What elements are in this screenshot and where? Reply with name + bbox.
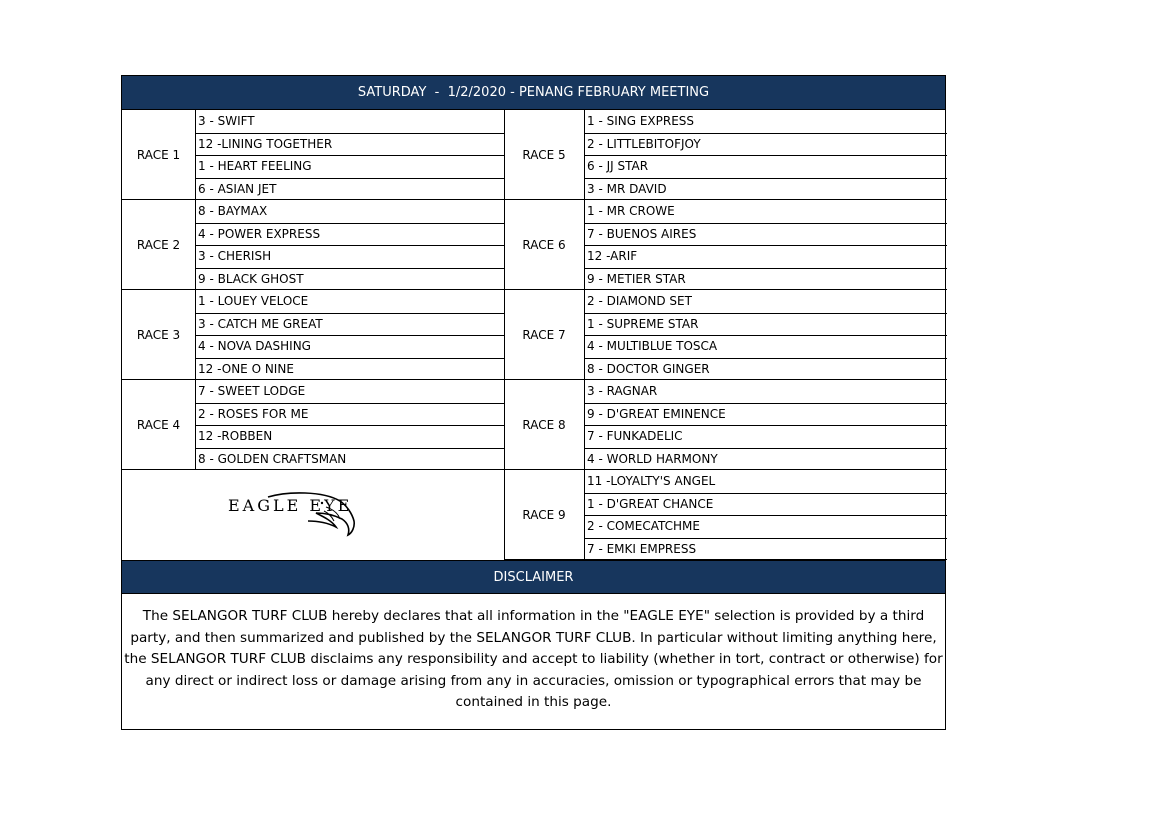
race-label: RACE 5	[522, 148, 566, 162]
eagle-head-icon	[228, 491, 398, 539]
horse-entry: 8 - GOLDEN CRAFTSMAN	[198, 451, 347, 466]
grid-line	[584, 358, 947, 359]
grid-line	[584, 335, 947, 336]
horse-entry: 12 -ONE O NINE	[198, 361, 294, 376]
horse-entry: 2 - LITTLEBITOFJOY	[587, 136, 701, 151]
grid-line	[195, 448, 504, 449]
grid-line	[584, 538, 947, 539]
horse-entry: 12 -ARIF	[587, 249, 638, 264]
horse-entry: 8 - BAYMAX	[198, 204, 268, 219]
race-label: RACE 4	[136, 418, 181, 432]
grid-line	[195, 425, 504, 426]
horse-entry: 7 - EMKI EMPRESS	[587, 541, 697, 556]
grid-line	[584, 425, 947, 426]
grid-line	[195, 245, 504, 246]
horse-entry: 2 - DIAMOND SET	[587, 294, 692, 309]
grid-line	[584, 245, 947, 246]
grid-line	[584, 493, 947, 494]
horse-entry: 3 - SWIFT	[198, 114, 255, 129]
racing-selection-sheet	[121, 75, 946, 730]
grid-line	[584, 178, 947, 179]
svg-text:EAGLE EYE: EAGLE EYE	[228, 496, 353, 515]
grid-line	[195, 268, 504, 269]
grid-line	[195, 223, 504, 224]
grid-line	[584, 515, 947, 516]
grid-line	[584, 313, 947, 314]
race-label: RACE 6	[522, 238, 566, 252]
horse-entry: 12 -LINING TOGETHER	[198, 136, 333, 151]
horse-entry: 4 - WORLD HARMONY	[587, 451, 718, 466]
horse-entry: 9 - BLACK GHOST	[198, 271, 304, 286]
race-label: RACE 2	[136, 238, 181, 252]
horse-entry: 11 -LOYALTY'S ANGEL	[587, 474, 716, 489]
horse-entry: 7 - BUENOS AIRES	[587, 226, 697, 241]
horse-entry: 7 - FUNKADELIC	[587, 429, 683, 444]
race-label: RACE 7	[522, 328, 566, 342]
horse-entry: 1 - SUPREME STAR	[587, 316, 699, 331]
grid-line	[195, 358, 504, 359]
race-label: RACE 3	[136, 328, 181, 342]
grid-line	[584, 155, 947, 156]
horse-entry: 4 - NOVA DASHING	[198, 339, 311, 354]
meeting-title: SATURDAY - 1/2/2020 - PENANG FEBRUARY MEETING	[122, 76, 945, 110]
horse-entry: 4 - POWER EXPRESS	[198, 226, 321, 241]
grid-line	[195, 178, 504, 179]
horse-entry: 9 - METIER STAR	[587, 271, 686, 286]
horse-entry: 1 - MR CROWE	[587, 204, 675, 219]
grid-line	[584, 403, 947, 404]
grid-line	[195, 133, 504, 134]
disclaimer-text: The SELANGOR TURF CLUB hereby declares that all information in the "EAGLE EYE" selection is provided by a third party, and then summarized and published by the SELANGOR TURF CLUB. In particular without limiting anything here, the SELANGOR TURF CLUB disclaims any responsibility and accept to liability (whether in tort, contract or otherwise) for any direct or indirect loss or damage arising from any in accuracies, omission or typographical errors that may be contained in this page.	[124, 608, 943, 711]
horse-entry: 9 - D'GREAT EMINENCE	[587, 406, 726, 421]
race-label: RACE 9	[522, 508, 566, 522]
grid-line	[584, 448, 947, 449]
horse-entry: 2 - COMECATCHME	[587, 519, 700, 534]
horse-entry: 1 - SING EXPRESS	[587, 114, 695, 129]
horse-entry: 1 - LOUEY VELOCE	[198, 294, 309, 309]
grid-line	[195, 313, 504, 314]
eagle-eye-logo	[122, 470, 504, 560]
grid-line	[584, 133, 947, 134]
grid-line	[584, 268, 947, 269]
grid-line	[195, 155, 504, 156]
horse-entry: 1 - HEART FEELING	[198, 159, 312, 174]
horse-entry: 4 - MULTIBLUE TOSCA	[587, 339, 718, 354]
horse-entry: 3 - MR DAVID	[587, 181, 667, 196]
disclaimer-heading: DISCLAIMER	[122, 560, 945, 594]
horse-entry: 6 - JJ STAR	[587, 159, 649, 174]
grid-line	[584, 223, 947, 224]
horse-entry: 6 - ASIAN JET	[198, 181, 277, 196]
horse-entry: 1 - D'GREAT CHANCE	[587, 496, 714, 511]
grid-line	[504, 110, 505, 560]
horse-entry: 3 - RAGNAR	[587, 384, 658, 399]
race-label: RACE 8	[522, 418, 566, 432]
horse-entry: 8 - DOCTOR GINGER	[587, 361, 710, 376]
race-label: RACE 1	[136, 148, 181, 162]
grid-line	[195, 110, 196, 470]
grid-line	[195, 403, 504, 404]
grid-line	[584, 110, 585, 560]
horse-entry: 2 - ROSES FOR ME	[198, 406, 309, 421]
grid-line	[195, 335, 504, 336]
horse-entry: 3 - CATCH ME GREAT	[198, 316, 323, 331]
horse-entry: 3 - CHERISH	[198, 249, 272, 264]
horse-entry: 12 -ROBBEN	[198, 429, 273, 444]
horse-entry: 7 - SWEET LODGE	[198, 384, 306, 399]
